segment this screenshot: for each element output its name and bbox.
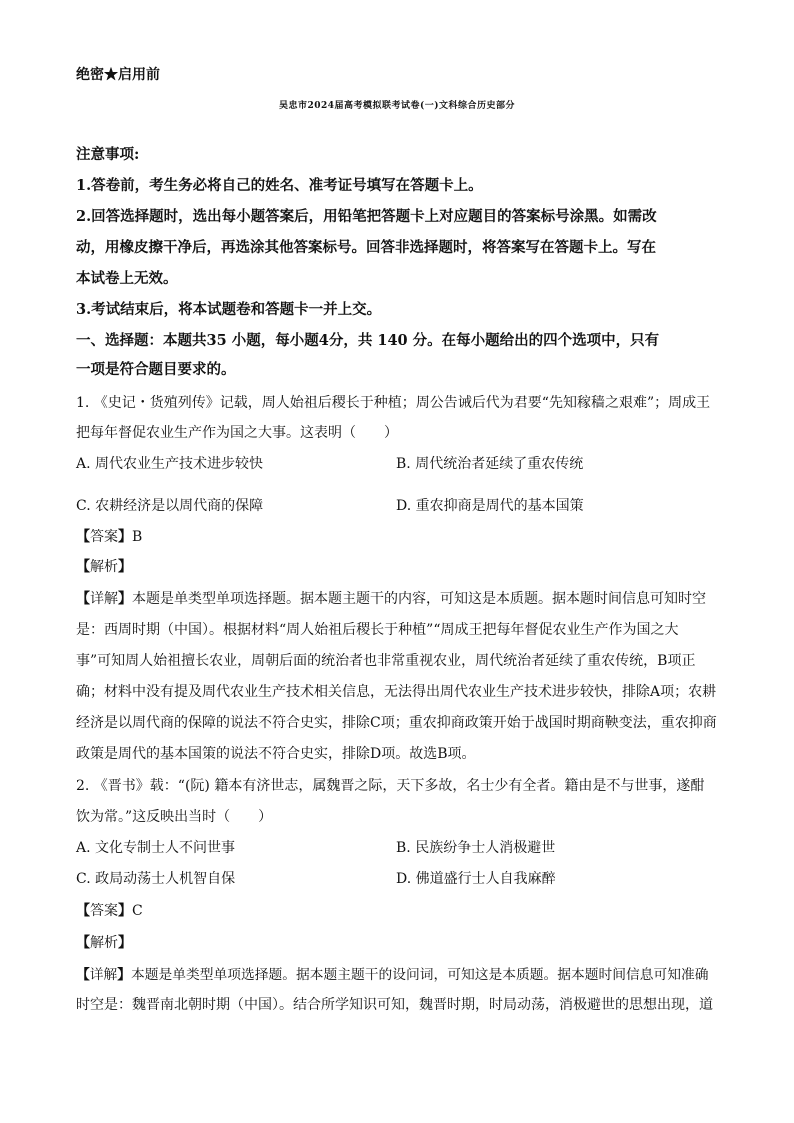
detail-tag: 详解 <box>89 967 118 983</box>
q2-option-a: A. 文化专制士人不问世事 <box>76 840 236 856</box>
q2-option-c: C. 政局动荡士人机智自保 <box>76 871 236 887</box>
section-heading-line-2: 一项是符合题目要求的。 <box>76 361 236 378</box>
notice-line-3: 3.考试结束后，将本试题卷和答题卡一并上交。 <box>76 301 382 318</box>
q1-option-b: B. 周代统治者延续了重农传统 <box>396 456 584 472</box>
confidential-label: 绝密★启用前 <box>76 67 160 83</box>
detail-text: 本题是单类型单项选择题。据本题主题干的内容，可知这是本质题。据本题时间信息可知时空 <box>132 591 706 607</box>
detail-text: 本题是单类型单项选择题。据本题主题干的设问词，可知这是本质题。据本题时间信息可知准确 <box>131 967 709 983</box>
q1-detail-line-4: 确；材料中没有提及周代农业生产技术相关信息，无法得出周代农业生产技术进步较快，排除A项；农耕 <box>76 684 717 700</box>
answer-value: B <box>132 529 143 545</box>
q1-option-d: D. 重农抑商是周代的基本国策 <box>396 498 584 514</box>
q2-option-d: D. 佛道盛行士人自我麻醉 <box>396 871 556 887</box>
answer-tag: 答案 <box>90 529 118 545</box>
answer-tag: 答案 <box>90 903 118 919</box>
q2-detail-line-2: 时空是：魏晋南北朝时期（中国）。结合所学知识可知，魏晋时期，时局动荡，消极避世的思想出现，道 <box>76 997 713 1013</box>
q2-stem-line-1: 2. 《晋书》载：“(阮) 籍本有济世志，属魏晋之际，天下多故，名士少有全者。籍由是不与世事，遂酣 <box>76 778 705 794</box>
notice-line-2c: 本试卷上无效。 <box>76 270 178 287</box>
q2-option-b: B. 民族纷争士人消极避世 <box>396 840 556 856</box>
answer-value: C <box>132 903 143 919</box>
q1-detail-line-3: 事”可知周人始祖擅长农业，周朝后面的统治者也非常重视农业，周代统治者延续了重农传统，B项正 <box>76 653 696 669</box>
notice-line-1: 1.答卷前，考生务必将自己的姓名、准考证号填写在答题卡上。 <box>76 177 483 194</box>
q1-detail-line-2: 是：西周时期（中国）。根据材料“周人始祖后稷长于种植”“周成王把每年督促农业生产作为国之大 <box>76 622 679 638</box>
q1-stem-line-1: 1. 《史记・货殖列传》记载，周人始祖后稷长于种植；周公告诫后代为君要“先知稼穑之艰难”；周成王 <box>76 395 711 411</box>
notice-heading: 注意事项: <box>76 146 140 163</box>
section-heading-line-1: 一、选择题：本题共35 小题，每小题4分，共 140 分。在每小题给出的四个选项中，只有 <box>76 332 660 349</box>
analysis-tag: 解析 <box>90 559 118 575</box>
exam-title: 吴忠市2024届高考模拟联考试卷(一)文科综合历史部分 <box>278 101 516 111</box>
q1-analysis: 【解析】 <box>76 559 132 575</box>
q1-option-a: A. 周代农业生产技术进步较快 <box>76 456 264 472</box>
notice-line-2b: 动，用橡皮擦干净后，再选涂其他答案标号。回答非选择题时，将答案写在答题卡上。写在 <box>76 239 656 256</box>
q2-answer: 【答案】C <box>76 903 143 919</box>
q1-answer: 【答案】B <box>76 529 143 545</box>
detail-tag: 详解 <box>90 591 118 607</box>
q1-option-c: C. 农耕经济是以周代商的保障 <box>76 498 264 514</box>
q1-detail-line-1: 【详解】本题是单类型单项选择题。据本题主题干的内容，可知这是本质题。据本题时间信息可知时空 <box>76 591 706 607</box>
q1-detail-line-5: 经济是以周代商的保障的说法不符合史实，排除C项；重农抑商政策开始于战国时期商鞅变法，重农抑商 <box>76 715 717 731</box>
analysis-tag: 解析 <box>90 935 118 951</box>
notice-line-2a: 2.回答选择题时，选出每小题答案后，用铅笔把答题卡上对应题目的答案标号涂黑。如需改 <box>76 208 657 225</box>
q2-detail-line-1: 【详解】本题是单类型单项选择题。据本题主题干的设问词，可知这是本质题。据本题时间信息可知准确 <box>76 967 709 983</box>
q1-detail-line-6: 政策是周代的基本国策的说法不符合史实，排除D项。故选B项。 <box>76 746 476 762</box>
q1-stem-line-2: 把每年督促农业生产作为国之大事。这表明（ ） <box>76 425 398 441</box>
q2-stem-line-2: 饮为常。”这反映出当时（ ） <box>76 809 273 825</box>
q2-analysis: 【解析】 <box>76 935 132 951</box>
